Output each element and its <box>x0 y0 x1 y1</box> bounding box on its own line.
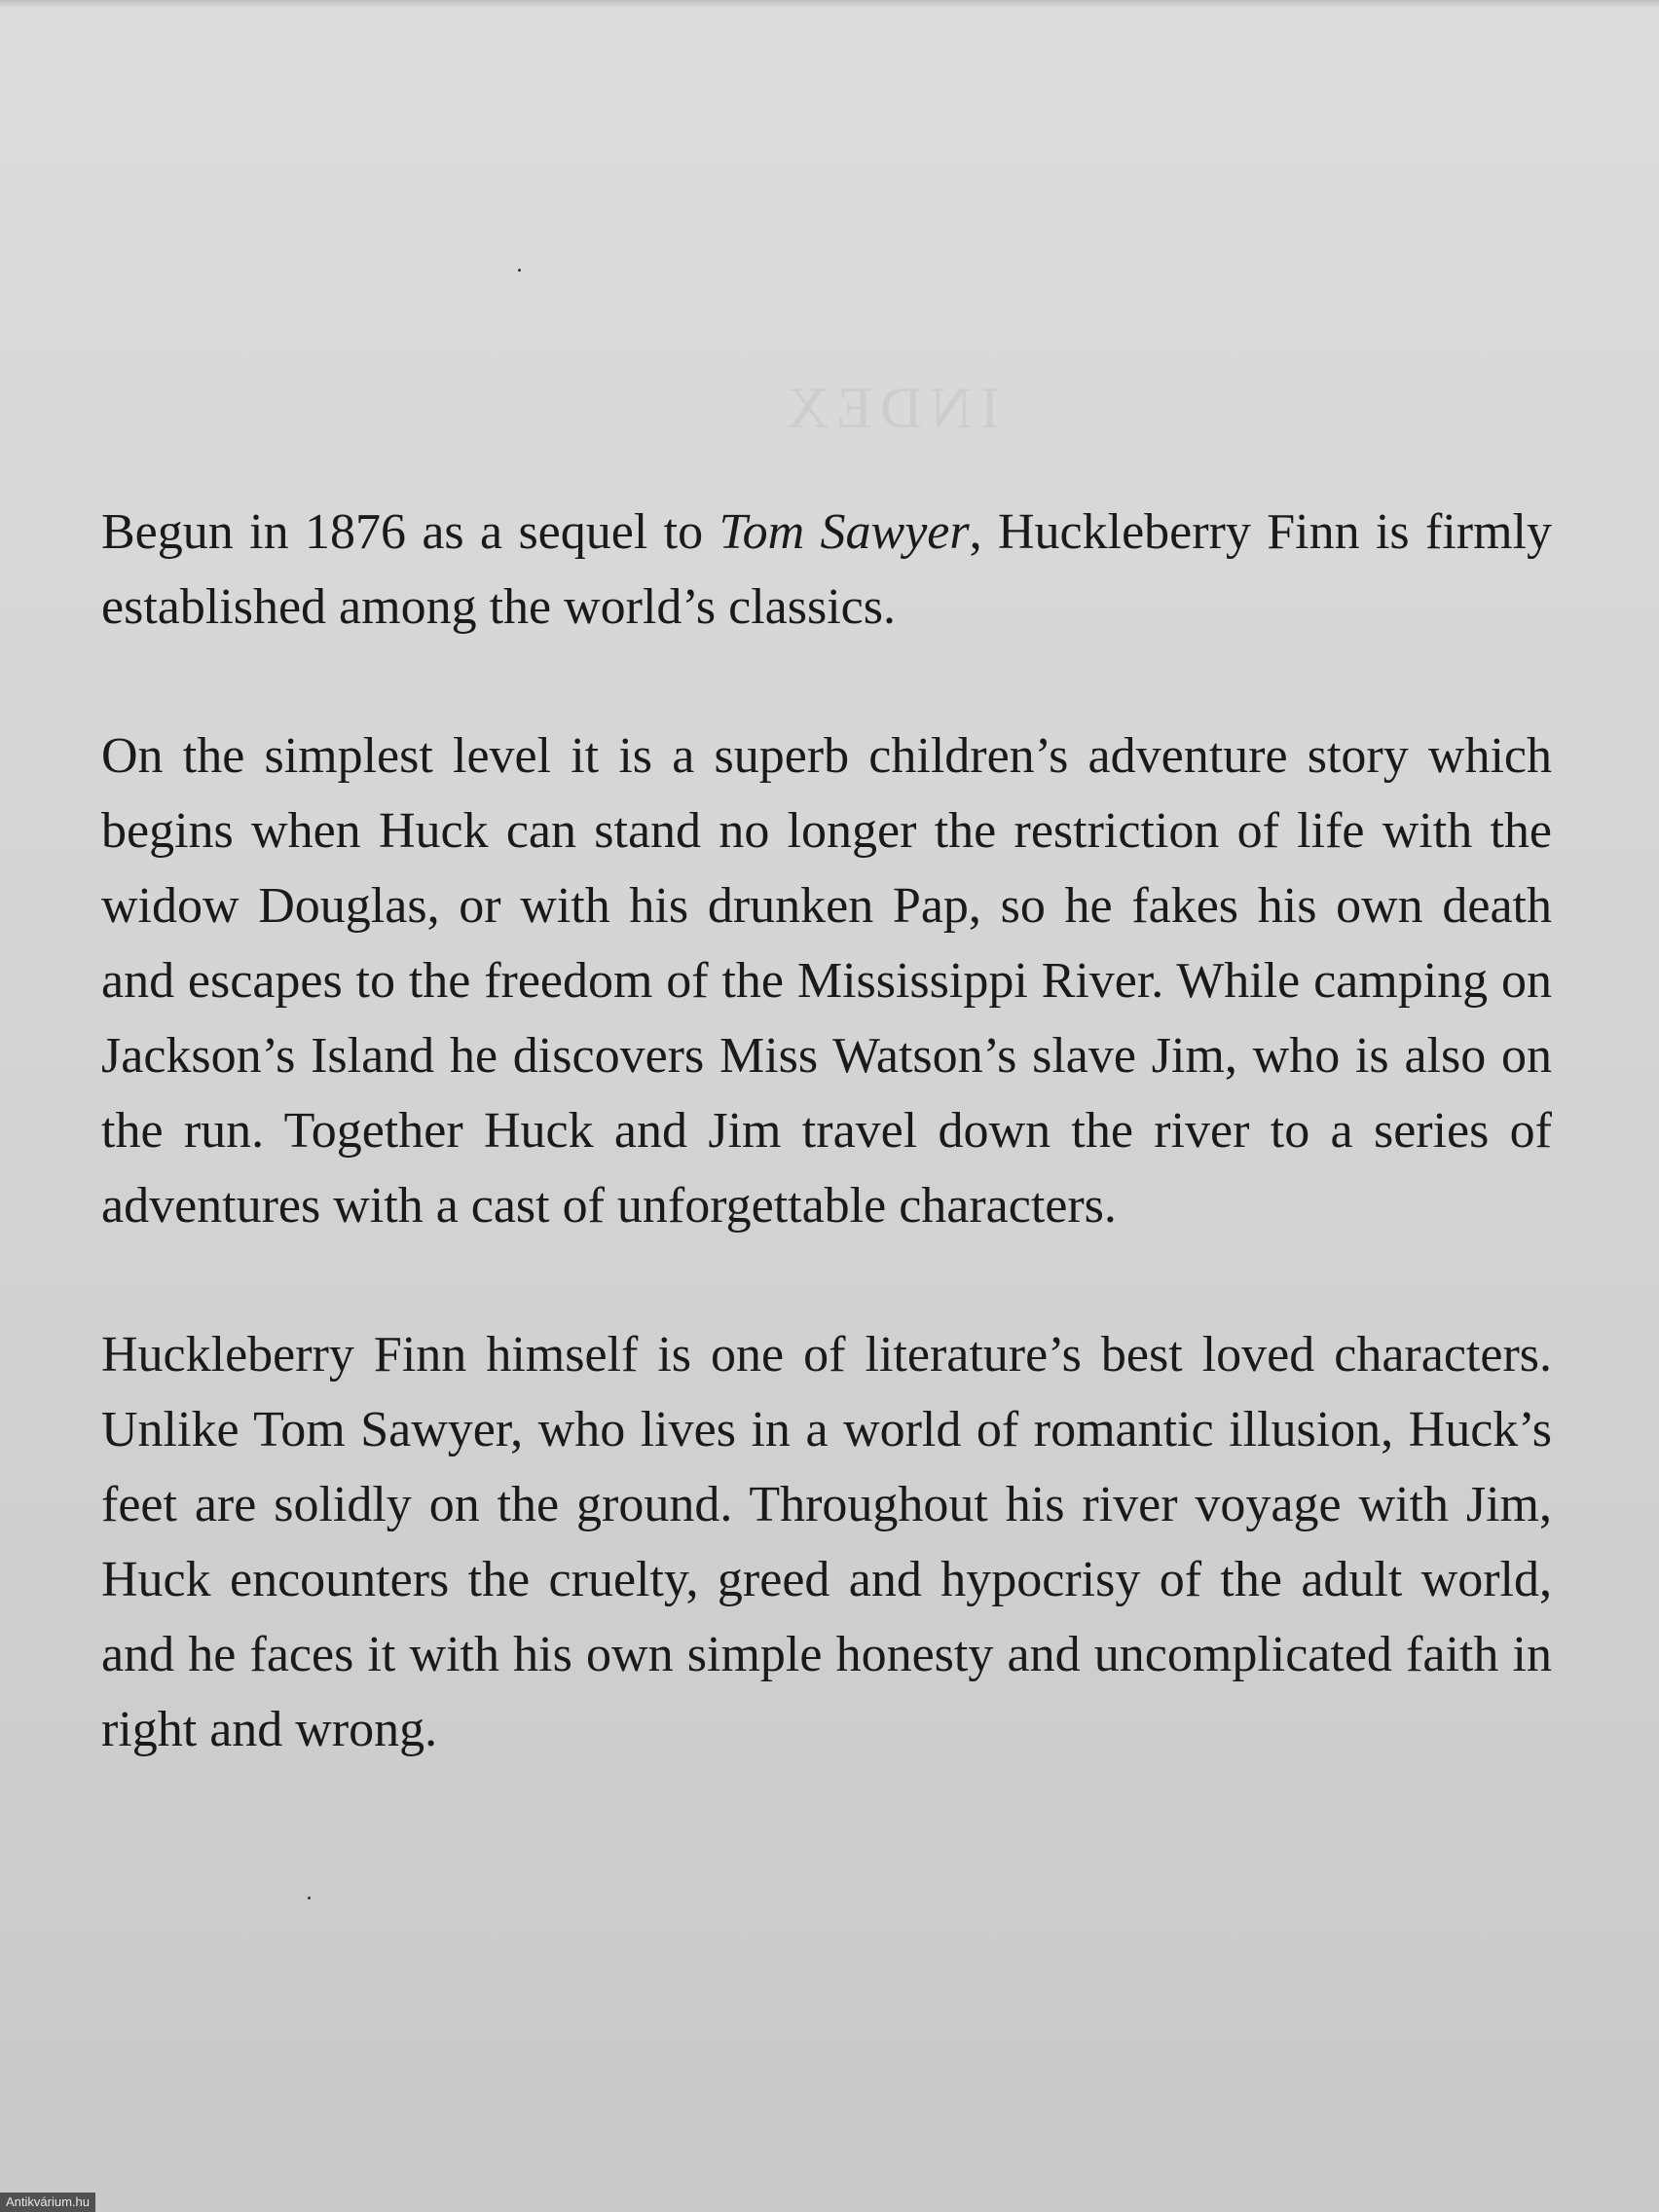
paragraph-character: Huckleberry Finn himself is one of literature’s best loved characters. Unlike Tom Sawyer, who lives in a world of romantic illusion, Huck’s feet are solidly on the ground. Throughout his river voyage with Jim, Huck encounters the cruelty, greed and hypocrisy of the adult world, and he faces it with his own simple honesty and uncomplicated faith in right and wrong. <box>101 1327 1552 1757</box>
blurb-text <box>101 495 1552 1767</box>
paragraph-intro-start: Begun in 1876 as a sequel to <box>101 504 719 560</box>
watermark: Antikvárium.hu <box>0 2193 95 2212</box>
paragraph-story: On the simplest level it is a superb children’s adventure story which begins when Huck can stand no longer the restriction of life with the widow Douglas, or with his drunken Pap, so he fakes his own death and escapes to the freedom of the Mississippi River. While camping on Jackson’s Island he discovers Miss Watson’s slave Jim, who is also on the run. Together Huck and Jim travel down the river to a series of adventures with a cast of unforgettable characters. <box>101 728 1552 1234</box>
book-title-italic: Tom Sawyer <box>719 504 970 560</box>
paragraph-intro-end: , Huckleberry Finn is firmly established among the world’s classics. <box>101 504 1552 635</box>
paper-speck <box>518 269 521 272</box>
page-top-edge <box>0 0 1659 8</box>
show-through-heading: INDEX <box>779 376 1000 440</box>
paragraph-intro <box>101 495 1552 645</box>
paper-speck <box>308 1897 311 1899</box>
